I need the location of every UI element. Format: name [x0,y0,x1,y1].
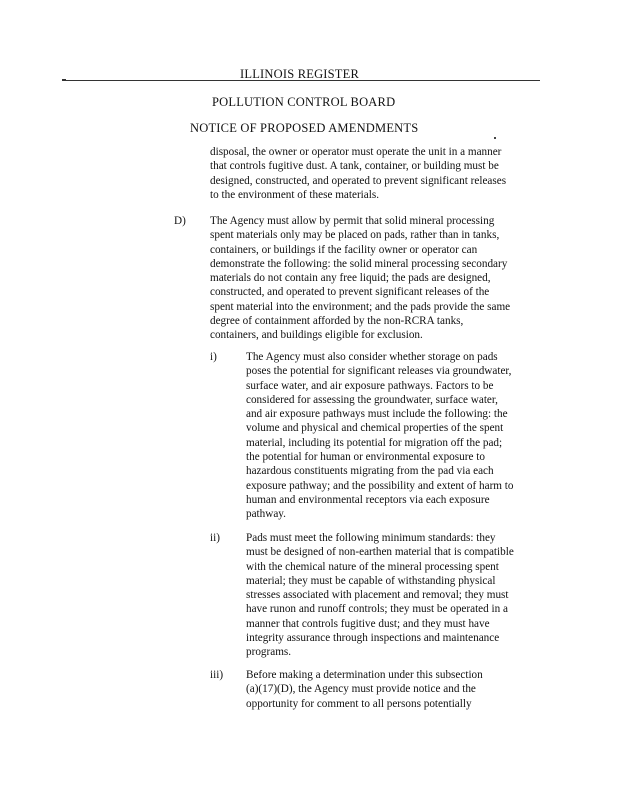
text-line: designed, constructed, and operated to prevent significant releases [210,174,507,187]
item-d-paragraph [210,214,510,343]
text-line: The Agency must also consider whether storage on pads [246,351,498,363]
text-line: containers, or buildings if the facility owner or operator can [210,243,478,256]
text-line: exposure pathway; and the possibility and extent of harm to [246,479,514,492]
text-line: material, including its potential for migration off the pad; [246,436,503,449]
text-line: with the chemical nature of the mineral processing spent [246,560,499,573]
item-i-paragraph [246,350,514,522]
text-line: considered for assessing the groundwater, surface water, [246,393,498,406]
item-i-marker: i) [210,351,217,363]
text-line: that controls fugitive dust. A tank, container, or building must be [210,160,499,173]
text-line: opportunity for comment to all persons potentially [246,697,472,710]
item-iii-paragraph [246,668,483,711]
text-line: (a)(17)(D), the Agency must provide notice and the [246,683,476,696]
text-line: programs. [246,646,292,659]
text-line: stresses associated with placement and removal; they must [246,589,509,602]
text-line: spent materials only may be placed on pads, rather than in tanks, [210,229,500,242]
text-line: volume and physical and chemical properties of the spent [246,422,504,435]
text-line: manner that controls fugitive dust; and they must have [246,617,490,630]
text-line: material; they must be capable of withstanding physical [246,574,496,587]
item-d-marker: D) [174,215,186,227]
text-line: constructed, and operated to prevent significant releases of the [210,286,490,299]
text-line: materials do not contain any free liquid; the pads are designed, [210,272,491,285]
text-line: poses the potential for significant releases via groundwater, [246,365,512,378]
stray-mark [494,137,496,139]
text-line: disposal, the owner or operator must operate the unit in a manner [210,146,502,158]
text-line: the potential for human or environmental exposure to [246,451,485,464]
header-rule [62,80,540,81]
text-line: human and environmental receptors via each exposure [246,493,490,506]
text-line: The Agency must allow by permit that solid mineral processing [210,215,495,227]
text-line: and air exposure pathways must include the following: the [246,408,508,421]
text-line: Before making a determination under this subsection [246,669,483,681]
text-line: pathway. [246,508,286,521]
text-line: to the environment of these materials. [210,188,380,201]
item-ii-marker: ii) [210,532,220,544]
notice-title: NOTICE OF PROPOSED AMENDMENTS [190,121,419,135]
text-line: Pads must meet the following minimum standards: they [246,532,496,544]
text-line: have runon and runoff controls; they must be operated in a [246,603,509,616]
text-line: containers, and buildings eligible for exclusion. [210,329,423,342]
text-line: must be designed of non-earthen material that is compatible [246,546,514,559]
text-line: integrity assurance through inspections and maintenance [246,632,500,645]
text-line: degree of containment afforded by the non-RCRA tanks, [210,315,464,328]
board-title: POLLUTION CONTROL BOARD [212,95,396,109]
continuation-paragraph [210,145,506,202]
register-title: ILLINOIS REGISTER [240,67,360,81]
text-line: spent material into the environment; and the pads provide the same [210,300,511,313]
item-ii-paragraph [246,531,514,660]
text-line: surface water, and air exposure pathways. Factors to be [246,379,494,392]
text-line: demonstrate the following: the solid mineral processing secondary [210,257,508,270]
item-iii-marker: iii) [210,669,224,681]
text-line: hazardous constituents migrating from the pad via each [246,465,494,478]
